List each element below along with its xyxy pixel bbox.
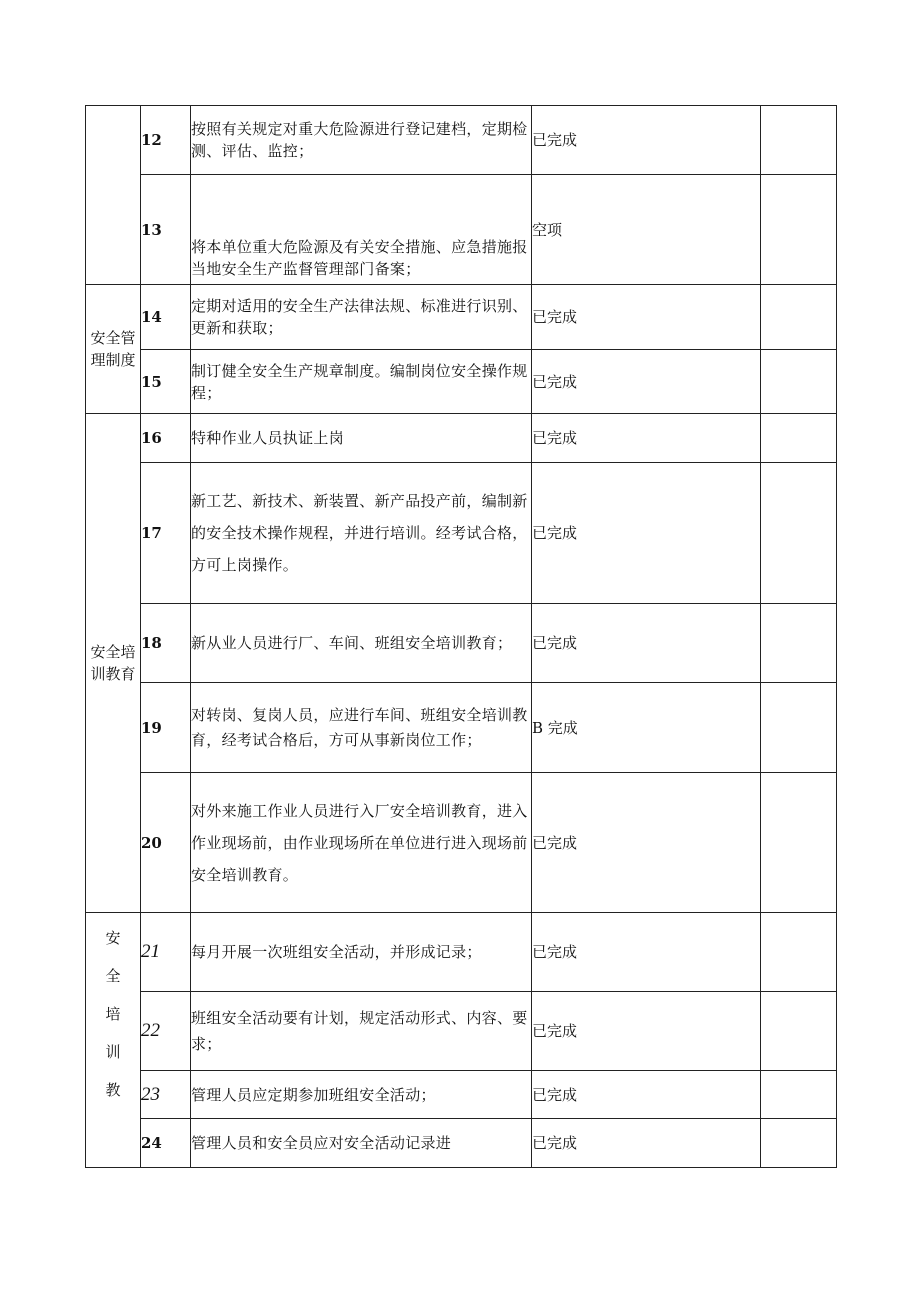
item-description: 新工艺、新技术、新装置、新产品投产前，编制新的安全技术操作规程，并进行培训。经考试合格，方可上岗操作。 (191, 463, 532, 604)
item-status: 已完成 (532, 1071, 761, 1119)
vertical-char: 教 (105, 1081, 121, 1099)
item-number: 21 (141, 913, 191, 992)
item-status: 空项 (532, 175, 761, 285)
item-number: 19 (141, 683, 191, 773)
table-row (86, 1119, 837, 1168)
item-description: 班组安全活动要有计划，规定活动形式、内容、要求； (191, 992, 532, 1071)
table-row (86, 175, 837, 285)
table-row (86, 683, 837, 773)
item-description: 将本单位重大危险源及有关安全措施、应急措施报当地安全生产监督管理部门备案； (191, 175, 532, 285)
item-remark (761, 285, 837, 350)
item-status: 已完成 (532, 414, 761, 463)
category-safety-training-vertical (86, 913, 141, 1168)
table-row (86, 285, 837, 350)
category-safety-system: 安全管理制度 (86, 285, 141, 414)
item-number: 16 (141, 414, 191, 463)
item-description: 特种作业人员执证上岗 (191, 414, 532, 463)
vertical-char: 训 (105, 1043, 121, 1061)
item-description: 管理人员和安全员应对安全活动记录进 (191, 1119, 532, 1168)
table-row (86, 992, 837, 1071)
table-row (86, 106, 837, 175)
item-remark (761, 350, 837, 414)
table-row (86, 463, 837, 604)
item-status: 已完成 (532, 350, 761, 414)
vertical-char: 全 (105, 967, 121, 985)
item-number: 15 (141, 350, 191, 414)
table-row (86, 350, 837, 414)
item-number: 14 (141, 285, 191, 350)
item-number: 22 (141, 992, 191, 1071)
item-status: 已完成 (532, 106, 761, 175)
item-description: 定期对适用的安全生产法律法规、标准进行识别、更新和获取； (191, 285, 532, 350)
item-number: 18 (141, 604, 191, 683)
item-status: 已完成 (532, 463, 761, 604)
item-description: 管理人员应定期参加班组安全活动； (191, 1071, 532, 1119)
item-remark (761, 604, 837, 683)
vertical-char: 培 (105, 1005, 121, 1023)
item-remark (761, 773, 837, 913)
item-remark (761, 992, 837, 1071)
item-number: 17 (141, 463, 191, 604)
category-safety-training: 安全培训教育 (86, 414, 141, 913)
table-row (86, 773, 837, 913)
item-status: 已完成 (532, 913, 761, 992)
item-remark (761, 913, 837, 992)
item-remark (761, 106, 837, 175)
item-remark (761, 463, 837, 604)
item-number: 13 (141, 175, 191, 285)
item-number: 23 (141, 1071, 191, 1119)
item-status: 已完成 (532, 1119, 761, 1168)
table-row (86, 913, 837, 992)
item-description: 对外来施工作业人员进行入厂安全培训教育，进入作业现场前，由作业现场所在单位进行进入现场前安全培训教育。 (191, 773, 532, 913)
item-status: 已完成 (532, 285, 761, 350)
category-cell-empty (86, 106, 141, 285)
item-status: 已完成 (532, 604, 761, 683)
item-status: B 完成 (532, 683, 761, 773)
table-row (86, 1071, 837, 1119)
item-remark (761, 683, 837, 773)
item-remark (761, 175, 837, 285)
item-status: 已完成 (532, 773, 761, 913)
table-row (86, 604, 837, 683)
table-row (86, 414, 837, 463)
item-remark (761, 1071, 837, 1119)
item-number: 20 (141, 773, 191, 913)
item-number: 12 (141, 106, 191, 175)
item-description: 按照有关规定对重大危险源进行登记建档，定期检测、评估、监控； (191, 106, 532, 175)
item-status: 已完成 (532, 992, 761, 1071)
item-description: 每月开展一次班组安全活动，并形成记录； (191, 913, 532, 992)
item-remark (761, 1119, 837, 1168)
item-description: 新从业人员进行厂、车间、班组安全培训教育； (191, 604, 532, 683)
item-description: 对转岗、复岗人员，应进行车间、班组安全培训教育，经考试合格后，方可从事新岗位工作； (191, 683, 532, 773)
item-remark (761, 414, 837, 463)
checklist-sheet (85, 105, 837, 1168)
item-description: 制订健全安全生产规章制度。编制岗位安全操作规程； (191, 350, 532, 414)
checklist-table (85, 105, 837, 1168)
item-number: 24 (141, 1119, 191, 1168)
vertical-char: 安 (105, 929, 121, 947)
